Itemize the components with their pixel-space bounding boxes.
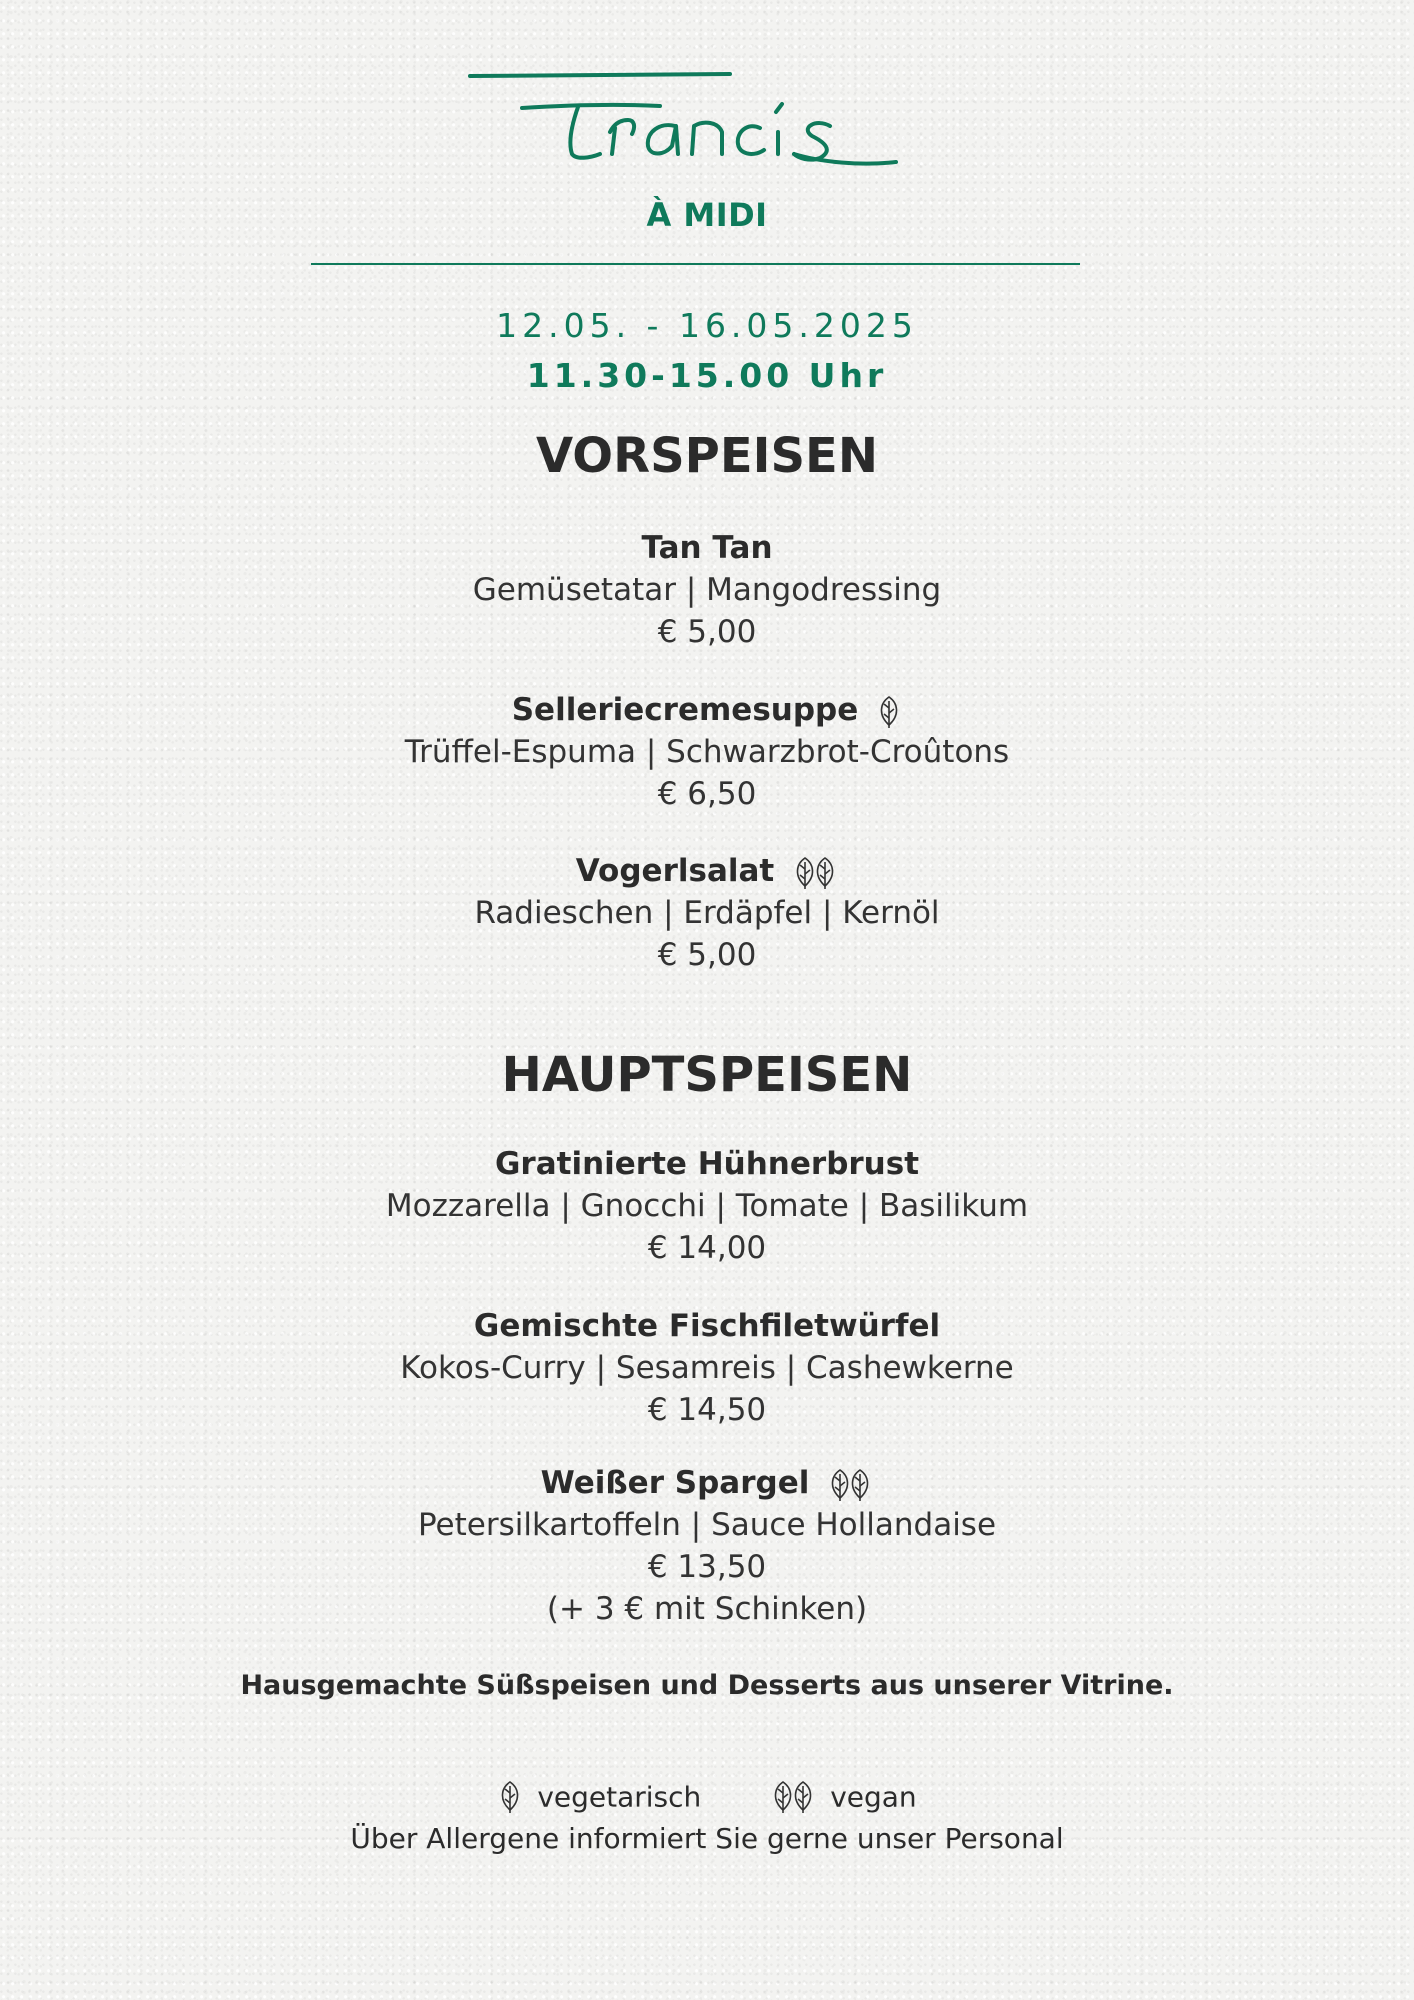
vegan-double-leaf-icon (827, 1468, 873, 1502)
item-description: Kokos-Curry | Sesamreis | Cashewkerne (400, 1350, 1014, 1386)
item-name: Weißer Spargel (540, 1465, 810, 1501)
header-divider (311, 263, 1080, 265)
item-description: Gemüsetatar | Mangodressing (472, 572, 942, 608)
francis-logo (460, 62, 940, 172)
item-description: Trüffel-Espuma | Schwarzbrot-Croûtons (404, 734, 1010, 770)
item-price: € 14,00 (647, 1230, 767, 1266)
item-description: Radieschen | Erdäpfel | Kernöl (474, 895, 940, 931)
item-price: € 6,50 (657, 776, 757, 812)
vegetarian-leaf-icon (876, 695, 902, 729)
menu-item (0, 1462, 1414, 1630)
menu-item (0, 527, 1414, 653)
menu-item (0, 1143, 1414, 1269)
allergy-note: Über Allergene informiert Sie gerne unser Personal (350, 1822, 1064, 1855)
dessert-note: Hausgemachte Süßspeisen und Desserts aus unserer Vitrine. (240, 1670, 1174, 1701)
mains-title: HAUPTSPEISEN (501, 1047, 913, 1103)
legend-vegetarian-label: vegetarisch (537, 1780, 702, 1813)
menu-item (0, 689, 1414, 815)
item-name-row (0, 850, 1414, 892)
item-price: € 5,00 (657, 937, 757, 973)
item-name: Tan Tan (641, 530, 773, 566)
item-extra-option: (+ 3 € mit Schinken) (546, 1591, 868, 1627)
item-name-row (0, 1462, 1414, 1504)
menu-item (0, 850, 1414, 976)
diet-legend (0, 1778, 1414, 1818)
date-range: 12.05. - 16.05.2025 (496, 306, 918, 345)
item-description: Petersilkartoffeln | Sauce Hollandaise (417, 1507, 997, 1543)
service-title: À MIDI (646, 196, 768, 234)
item-description: Mozzarella | Gnocchi | Tomate | Basilikum (385, 1188, 1029, 1224)
leaf-icon (497, 1780, 523, 1814)
double-leaf-icon (770, 1780, 816, 1814)
legend-vegan (770, 1779, 916, 1814)
item-price: € 14,50 (647, 1392, 767, 1428)
item-price: € 5,00 (657, 614, 757, 650)
opening-hours: 11.30-15.00 Uhr (526, 356, 888, 395)
francis-logo-icon (460, 62, 940, 172)
item-name: Gemischte Fischfiletwürfel (473, 1308, 941, 1344)
item-price: € 13,50 (647, 1549, 767, 1585)
item-name-row (0, 689, 1414, 731)
legend-vegetarian (497, 1779, 701, 1814)
legend-vegan-label: vegan (830, 1780, 917, 1813)
starters-title: VORSPEISEN (536, 428, 878, 484)
item-name: Vogerlsalat (575, 853, 775, 889)
menu-item (0, 1305, 1414, 1431)
item-name: Gratinierte Hühnerbrust (494, 1146, 920, 1182)
item-name: Selleriecremesuppe (511, 692, 859, 728)
vegan-double-leaf-icon (792, 856, 838, 890)
